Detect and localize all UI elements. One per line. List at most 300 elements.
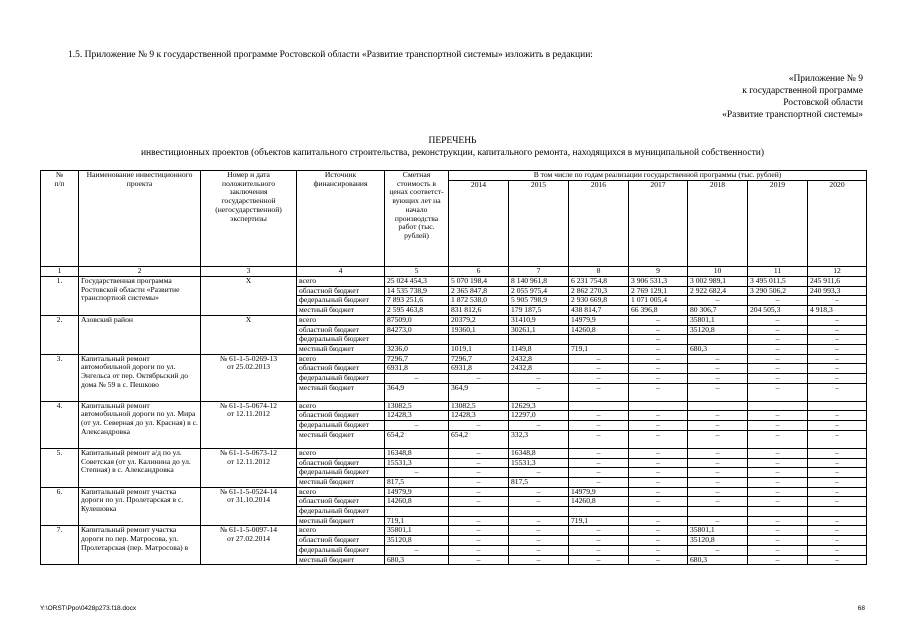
amount-cell: – (569, 430, 629, 448)
table-row (41, 315, 867, 325)
amount-cell (688, 335, 748, 345)
amount-cell: 654,2 (385, 430, 449, 448)
funding-source: областной бюджет (297, 497, 385, 507)
amount-cell: – (808, 354, 867, 364)
project-number: 7. (41, 526, 79, 565)
expertise-date: от 25.02.2013 (226, 362, 271, 372)
amount-cell: – (748, 325, 808, 335)
table-row (41, 448, 867, 458)
amount-cell: – (629, 335, 688, 345)
project-name: Капитальный ремонт автомобильной дороги по ул. Энгельса от пер. Октябрьский до дома № 59 в с. Пешково (79, 354, 201, 401)
amount-cell: – (748, 526, 808, 536)
amount-cell: 1 071 005,4 (629, 296, 688, 306)
amount-cell: 13082,5 (449, 401, 509, 411)
expertise-number: № 61-1-5-0524-14 (219, 487, 278, 496)
amount-cell: – (688, 430, 748, 448)
amount-cell: 35120,8 (688, 536, 748, 546)
project-number: 1. (41, 277, 79, 316)
project-number: 2. (41, 315, 79, 354)
amount-cell: – (808, 536, 867, 546)
amount-cell: 654,2 (449, 430, 509, 448)
amount-cell: – (748, 497, 808, 507)
appendix-line: «Развитие транспортной системы» (722, 110, 863, 120)
amount-cell: – (808, 421, 867, 431)
amount-cell: – (808, 383, 867, 401)
amount-cell (449, 507, 509, 517)
amount-cell: – (808, 458, 867, 468)
amount-cell: – (509, 516, 569, 526)
amount-cell: – (449, 555, 509, 565)
amount-cell: – (629, 411, 688, 421)
amount-cell: 2432,8 (509, 364, 569, 374)
funding-source: всего (297, 277, 385, 287)
amount-cell: – (688, 497, 748, 507)
amount-cell: – (569, 555, 629, 565)
amount-cell: – (688, 448, 748, 458)
amount-cell: – (449, 448, 509, 458)
amount-cell: – (629, 344, 688, 354)
amount-cell: 204 505,3 (748, 306, 808, 316)
amount-cell: 80 306,7 (688, 306, 748, 316)
funding-source: всего (297, 354, 385, 364)
amount-cell: – (629, 325, 688, 335)
amount-cell: – (808, 374, 867, 384)
amount-cell: – (629, 555, 688, 565)
amount-cell: 14979,9 (569, 315, 629, 325)
header-source: Источник финансирования (297, 171, 385, 267)
amount-cell: 16348,8 (509, 448, 569, 458)
amount-cell: – (808, 335, 867, 345)
document-title: ПЕРЕЧЕНЬ (428, 136, 477, 146)
amount-cell: – (748, 516, 808, 526)
amount-cell: 364,9 (449, 383, 509, 401)
amount-cell: – (509, 468, 569, 478)
amount-cell: – (509, 497, 569, 507)
amount-cell: 5 070 198,4 (449, 277, 509, 287)
amount-cell: 20379,2 (449, 315, 509, 325)
amount-cell: – (509, 383, 569, 401)
amount-cell: – (569, 477, 629, 487)
amount-cell: – (688, 487, 748, 497)
table-body (41, 277, 867, 565)
amount-cell (748, 507, 808, 517)
amount-cell: 1019,1 (449, 344, 509, 354)
amount-cell: – (385, 421, 449, 431)
amount-cell: – (688, 421, 748, 431)
amount-cell: – (509, 526, 569, 536)
amount-cell: – (509, 555, 569, 565)
amount-cell: 3 290 506,2 (748, 286, 808, 296)
funding-source: местный бюджет (297, 430, 385, 448)
amount-cell: – (808, 325, 867, 335)
appendix-heading (722, 73, 863, 121)
funding-source: областной бюджет (297, 458, 385, 468)
expertise-number: Х (245, 315, 252, 324)
amount-cell: – (569, 468, 629, 478)
amount-cell: 35120,8 (688, 325, 748, 335)
amount-cell (629, 401, 688, 411)
amount-cell: – (748, 430, 808, 448)
amount-cell: – (449, 536, 509, 546)
amount-cell: – (748, 354, 808, 364)
header-year: 2014 (449, 181, 509, 267)
amount-cell: – (449, 468, 509, 478)
amount-cell: – (748, 545, 808, 555)
table-row (41, 487, 867, 497)
amount-cell: 6931,8 (449, 364, 509, 374)
amount-cell: – (385, 468, 449, 478)
amount-cell: 2 595 463,8 (385, 306, 449, 316)
amount-cell: 14 535 738,9 (385, 286, 449, 296)
amount-cell: 1149,8 (509, 344, 569, 354)
amount-cell: 16348,8 (385, 448, 449, 458)
amount-cell: – (629, 430, 688, 448)
amount-cell: – (449, 516, 509, 526)
amount-cell: – (629, 526, 688, 536)
amount-cell (808, 507, 867, 517)
amount-cell (688, 507, 748, 517)
amount-cell: – (629, 383, 688, 401)
amount-cell: – (629, 468, 688, 478)
amount-cell: – (808, 411, 867, 421)
amount-cell: 8 140 961,8 (509, 277, 569, 287)
appendix-line: к государственной программе (742, 86, 863, 96)
amount-cell: – (629, 477, 688, 487)
amount-cell: – (808, 430, 867, 448)
amount-cell: 1 872 538,0 (449, 296, 509, 306)
amount-cell: – (748, 555, 808, 565)
amount-cell: 3236,0 (385, 344, 449, 354)
amount-cell: – (748, 487, 808, 497)
amount-cell: 7296,7 (449, 354, 509, 364)
amount-cell: – (509, 536, 569, 546)
header-number: № п/п (41, 171, 79, 267)
funding-source: местный бюджет (297, 306, 385, 316)
project-name: Капитальный ремонт участка дороги по ул. Пролетарская в с. Кулешовка (79, 487, 201, 526)
amount-cell: – (629, 516, 688, 526)
amount-cell: 19360,1 (449, 325, 509, 335)
funding-source: федеральный бюджет (297, 507, 385, 517)
amount-cell: – (449, 487, 509, 497)
expertise-number: № 61-1-5-0674-12 (219, 401, 278, 410)
header-years-group: В том числе по годам реализации государственной программы (тыс. рублей) (449, 171, 867, 181)
column-number: 9 (629, 267, 688, 277)
projects-table-wrapper (40, 170, 866, 565)
column-number: 1 (41, 267, 79, 277)
amount-cell: – (629, 448, 688, 458)
amount-cell: – (748, 296, 808, 306)
document-subtitle: инвестиционных проектов (объектов капитального строительства, реконструкции, капитального ремонта, находящихся в муниципальной собственности) (140, 148, 765, 158)
amount-cell: 35801,1 (688, 315, 748, 325)
expertise-date: от 27.02.2014 (226, 534, 271, 544)
amount-cell: – (449, 458, 509, 468)
amount-cell: 2 930 669,8 (569, 296, 629, 306)
amount-cell: 14979,9 (569, 487, 629, 497)
amount-cell: – (808, 545, 867, 555)
amount-cell: 2432,8 (509, 354, 569, 364)
amount-cell: 6 231 754,8 (569, 277, 629, 287)
amount-cell: – (629, 354, 688, 364)
amount-cell: – (808, 344, 867, 354)
amount-cell: 817,5 (509, 477, 569, 487)
amount-cell: – (688, 364, 748, 374)
amount-cell: – (688, 468, 748, 478)
amount-cell: 179 187,5 (509, 306, 569, 316)
project-name: Капитальный ремонт автомобильной дороги по ул. Мира (от ул. Северная до ул. Красная) в с. Александровка (79, 401, 201, 448)
amount-cell: – (569, 411, 629, 421)
amount-cell: – (688, 545, 748, 555)
funding-source: федеральный бюджет (297, 421, 385, 431)
amount-cell: – (569, 458, 629, 468)
amount-cell: 12428,3 (449, 411, 509, 421)
column-number: 12 (808, 267, 867, 277)
header-year: 2017 (629, 181, 688, 267)
amount-cell: – (808, 487, 867, 497)
amount-cell: – (748, 335, 808, 345)
project-expertise (201, 277, 297, 316)
column-number: 6 (449, 267, 509, 277)
amount-cell: 13082,5 (385, 401, 449, 411)
funding-source: всего (297, 401, 385, 411)
amount-cell: 35801,1 (385, 526, 449, 536)
amount-cell (748, 401, 808, 411)
amount-cell: 438 814,7 (569, 306, 629, 316)
amount-cell: – (629, 487, 688, 497)
amount-cell: 3 906 531,3 (629, 277, 688, 287)
project-number: 3. (41, 354, 79, 401)
expertise-date: от 12.11.2012 (227, 409, 270, 419)
amount-cell: – (748, 458, 808, 468)
appendix-line: Ростовской области (783, 98, 863, 108)
amount-cell: 12428,3 (385, 411, 449, 421)
amount-cell: 2 769 129,1 (629, 286, 688, 296)
table-header (41, 171, 867, 277)
amount-cell: – (808, 448, 867, 458)
amount-cell: 6931,8 (385, 364, 449, 374)
amount-cell: – (808, 555, 867, 565)
header-year: 2016 (569, 181, 629, 267)
amount-cell: 240 993,3 (808, 286, 867, 296)
funding-source: местный бюджет (297, 344, 385, 354)
amount-cell: – (385, 374, 449, 384)
amount-cell: – (449, 526, 509, 536)
amount-cell: – (688, 296, 748, 306)
amount-cell: – (748, 468, 808, 478)
amount-cell: – (629, 458, 688, 468)
amount-cell: 680,3 (385, 555, 449, 565)
expertise-number: № 61-1-5-0673-12 (219, 448, 278, 457)
amount-cell: – (385, 545, 449, 555)
amount-cell: 15531,3 (385, 458, 449, 468)
amount-cell: 3 002 989,1 (688, 277, 748, 287)
amount-cell: – (748, 344, 808, 354)
column-number: 2 (79, 267, 201, 277)
amount-cell: – (688, 516, 748, 526)
amount-cell (509, 507, 569, 517)
amount-cell: – (569, 448, 629, 458)
table-row (41, 277, 867, 287)
amount-cell: 14979,9 (385, 487, 449, 497)
amount-cell (385, 507, 449, 517)
header-year: 2015 (509, 181, 569, 267)
funding-source: областной бюджет (297, 536, 385, 546)
intro-text: 1.5. Приложение № 9 к государственной программе Ростовской области «Развитие транспортной системы» изложить в редакции: (68, 50, 593, 60)
amount-cell: – (449, 374, 509, 384)
funding-source: федеральный бюджет (297, 468, 385, 478)
amount-cell: – (808, 526, 867, 536)
amount-cell: 12297,0 (509, 411, 569, 421)
amount-cell: 2 862 270,3 (569, 286, 629, 296)
project-number: 5. (41, 448, 79, 487)
column-number: 5 (385, 267, 449, 277)
amount-cell: – (748, 536, 808, 546)
amount-cell: 7 893 251,6 (385, 296, 449, 306)
funding-source: всего (297, 315, 385, 325)
amount-cell: – (569, 374, 629, 384)
amount-cell: 25 024 454,3 (385, 277, 449, 287)
column-number: 11 (748, 267, 808, 277)
amount-cell: – (449, 477, 509, 487)
funding-source: федеральный бюджет (297, 374, 385, 384)
amount-cell: – (748, 364, 808, 374)
amount-cell: 30261,1 (509, 325, 569, 335)
amount-cell: 5 905 798,9 (509, 296, 569, 306)
amount-cell: 87509,0 (385, 315, 449, 325)
expertise-number: № 61-1-5-0269-13 (219, 354, 278, 363)
column-number: 8 (569, 267, 629, 277)
amount-cell: – (629, 374, 688, 384)
funding-source: федеральный бюджет (297, 545, 385, 555)
amount-cell: – (748, 315, 808, 325)
expertise-number: № 61-1-5-0097-14 (219, 525, 278, 535)
project-expertise (201, 526, 297, 565)
amount-cell: – (509, 487, 569, 497)
expertise-date: от 31.10.2014 (226, 495, 271, 505)
amount-cell (629, 507, 688, 517)
table-row (41, 526, 867, 536)
amount-cell: – (808, 364, 867, 374)
amount-cell: 3 495 011,5 (748, 277, 808, 287)
amount-cell: – (808, 315, 867, 325)
amount-cell: 66 396,8 (629, 306, 688, 316)
amount-cell: – (509, 421, 569, 431)
amount-cell: 719,1 (569, 516, 629, 526)
project-name: Капитальный ремонт а/д по ул. Советская (от ул. Калинина до ул. Степная) в с. Александровка (79, 448, 201, 487)
amount-cell: 15531,3 (509, 458, 569, 468)
funding-source: всего (297, 487, 385, 497)
project-name: Государственная программа Ростовской области «Развитие транспортной системы» (79, 277, 201, 316)
amount-cell: – (629, 536, 688, 546)
project-name: Капитальный ремонт участка дороги по пер. Матросова, ул. Пролетарская (пер. Матросова) в (79, 526, 201, 565)
amount-cell: – (629, 421, 688, 431)
amount-cell: 2 365 847,8 (449, 286, 509, 296)
amount-cell: – (569, 526, 629, 536)
amount-cell: – (688, 374, 748, 384)
header-name: Наименование инвестиционного проекта (79, 171, 201, 267)
amount-cell: – (688, 477, 748, 487)
funding-source: областной бюджет (297, 364, 385, 374)
amount-cell: 4 918,3 (808, 306, 867, 316)
funding-source: местный бюджет (297, 383, 385, 401)
amount-cell: 2 922 682,4 (688, 286, 748, 296)
amount-cell (688, 401, 748, 411)
header-year: 2019 (748, 181, 808, 267)
amount-cell: – (688, 383, 748, 401)
amount-cell: – (569, 354, 629, 364)
amount-cell: – (808, 497, 867, 507)
amount-cell: – (808, 296, 867, 306)
amount-cell (509, 335, 569, 345)
project-number: 4. (41, 401, 79, 448)
funding-source: федеральный бюджет (297, 335, 385, 345)
amount-cell: – (629, 315, 688, 325)
amount-cell: 364,9 (385, 383, 449, 401)
table-row (41, 354, 867, 364)
project-number: 6. (41, 487, 79, 526)
amount-cell: 35801,1 (688, 526, 748, 536)
amount-cell: 14260,8 (385, 497, 449, 507)
amount-cell: 719,1 (569, 344, 629, 354)
amount-cell (808, 401, 867, 411)
projects-table (40, 170, 867, 565)
header-expertise: Номер и дата положительного заключения государственной (негосударственной) экспертизы (201, 171, 297, 267)
amount-cell: 7296,7 (385, 354, 449, 364)
amount-cell: – (629, 545, 688, 555)
amount-cell: – (569, 545, 629, 555)
column-number: 7 (509, 267, 569, 277)
amount-cell: – (808, 477, 867, 487)
funding-source: всего (297, 448, 385, 458)
amount-cell: 245 911,6 (808, 277, 867, 287)
amount-cell: – (688, 354, 748, 364)
amount-cell: – (509, 374, 569, 384)
amount-cell: – (808, 468, 867, 478)
funding-source: областной бюджет (297, 325, 385, 335)
project-expertise (201, 487, 297, 526)
amount-cell: – (748, 421, 808, 431)
amount-cell: – (569, 364, 629, 374)
header-year: 2020 (808, 181, 867, 267)
project-name: Азовский район (79, 315, 201, 354)
amount-cell: – (748, 448, 808, 458)
amount-cell (569, 507, 629, 517)
amount-cell: 680,3 (688, 555, 748, 565)
amount-cell: – (449, 545, 509, 555)
amount-cell: – (629, 364, 688, 374)
expertise-number: Х (245, 276, 252, 285)
amount-cell: – (688, 458, 748, 468)
amount-cell: – (449, 421, 509, 431)
amount-cell: 14260,8 (569, 497, 629, 507)
amount-cell: 817,5 (385, 477, 449, 487)
expertise-date: от 12.11.2012 (227, 456, 270, 466)
amount-cell: – (808, 516, 867, 526)
funding-source: местный бюджет (297, 516, 385, 526)
project-expertise (201, 448, 297, 487)
amount-cell (449, 335, 509, 345)
amount-cell: – (569, 383, 629, 401)
table-row (41, 401, 867, 411)
amount-cell: – (748, 383, 808, 401)
amount-cell (569, 401, 629, 411)
funding-source: областной бюджет (297, 411, 385, 421)
amount-cell: 31410,9 (509, 315, 569, 325)
column-number: 4 (297, 267, 385, 277)
amount-cell: 14260,8 (569, 325, 629, 335)
amount-cell: – (569, 536, 629, 546)
amount-cell: – (748, 411, 808, 421)
funding-source: областной бюджет (297, 286, 385, 296)
